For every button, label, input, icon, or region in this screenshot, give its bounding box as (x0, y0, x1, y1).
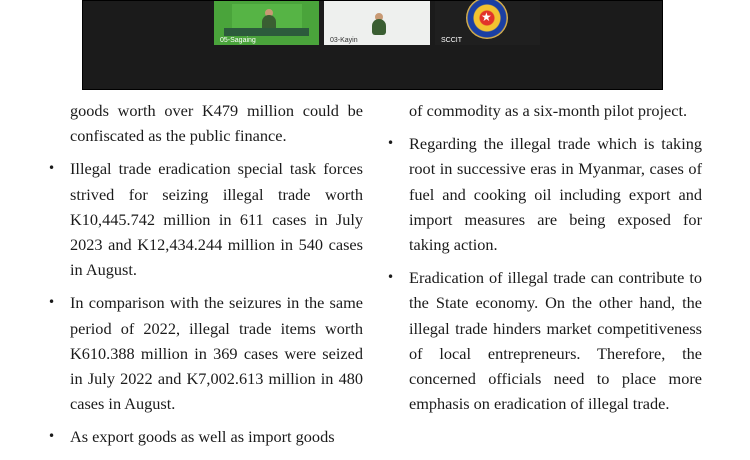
bullet-icon: • (48, 429, 56, 444)
video-tile-kayin (324, 1, 430, 45)
bullet-icon: • (48, 161, 56, 176)
meeting-photo (82, 0, 663, 90)
bullet-text: Eradication of illegal trade can contribute to the State economy. On the other hand, the illegal trade hinders market competitiveness of local entrepreneurs. Therefore, the concerned officials need to place more emphasis on eradication of illegal trade. (409, 268, 702, 414)
tile-label: 03-Kayin (330, 37, 358, 44)
paragraph-continuation: goods worth over K479 million could be confiscated as the public finance. (70, 101, 363, 146)
bullet-icon: • (48, 295, 56, 310)
video-tile-sagaing (214, 1, 319, 45)
bullet-icon: • (387, 136, 395, 151)
star-icon: ★ (481, 10, 492, 24)
bullet-item (387, 265, 702, 416)
left-column (48, 98, 363, 450)
paragraph-continuation: of commodity as a six-month pilot project. (409, 101, 688, 120)
tile-label: SCCIT (441, 37, 462, 44)
bullet-icon: • (387, 270, 395, 285)
bullet-text: In comparison with the seizures in the same period of 2022, illegal trade items worth K610.388 million in 369 cases were seized in July 2022 and K7,002.613 million in 480 cases in August. (70, 293, 363, 414)
bullet-text: Regarding the illegal trade which is taking root in successive eras in Myanmar, cases of fuel and cooking oil including export and import measures are being exposed for taking action. (409, 134, 702, 255)
participant (372, 19, 386, 35)
bullet-text: Illegal trade eradication special task forces strived for seizing illegal trade worth K10,445.742 million in 611 cases in July 2023 and K12,434.244 million in 540 cases in August. (70, 159, 363, 280)
right-column (387, 98, 702, 416)
tile-label: 05-Sagaing (220, 37, 256, 44)
bullet-item (48, 156, 363, 282)
bullet-item (48, 424, 363, 449)
bullet-text: As export goods as well as import goods (70, 427, 335, 447)
bullet-item (48, 290, 363, 416)
bullet-item (387, 131, 702, 257)
desk (224, 28, 309, 36)
